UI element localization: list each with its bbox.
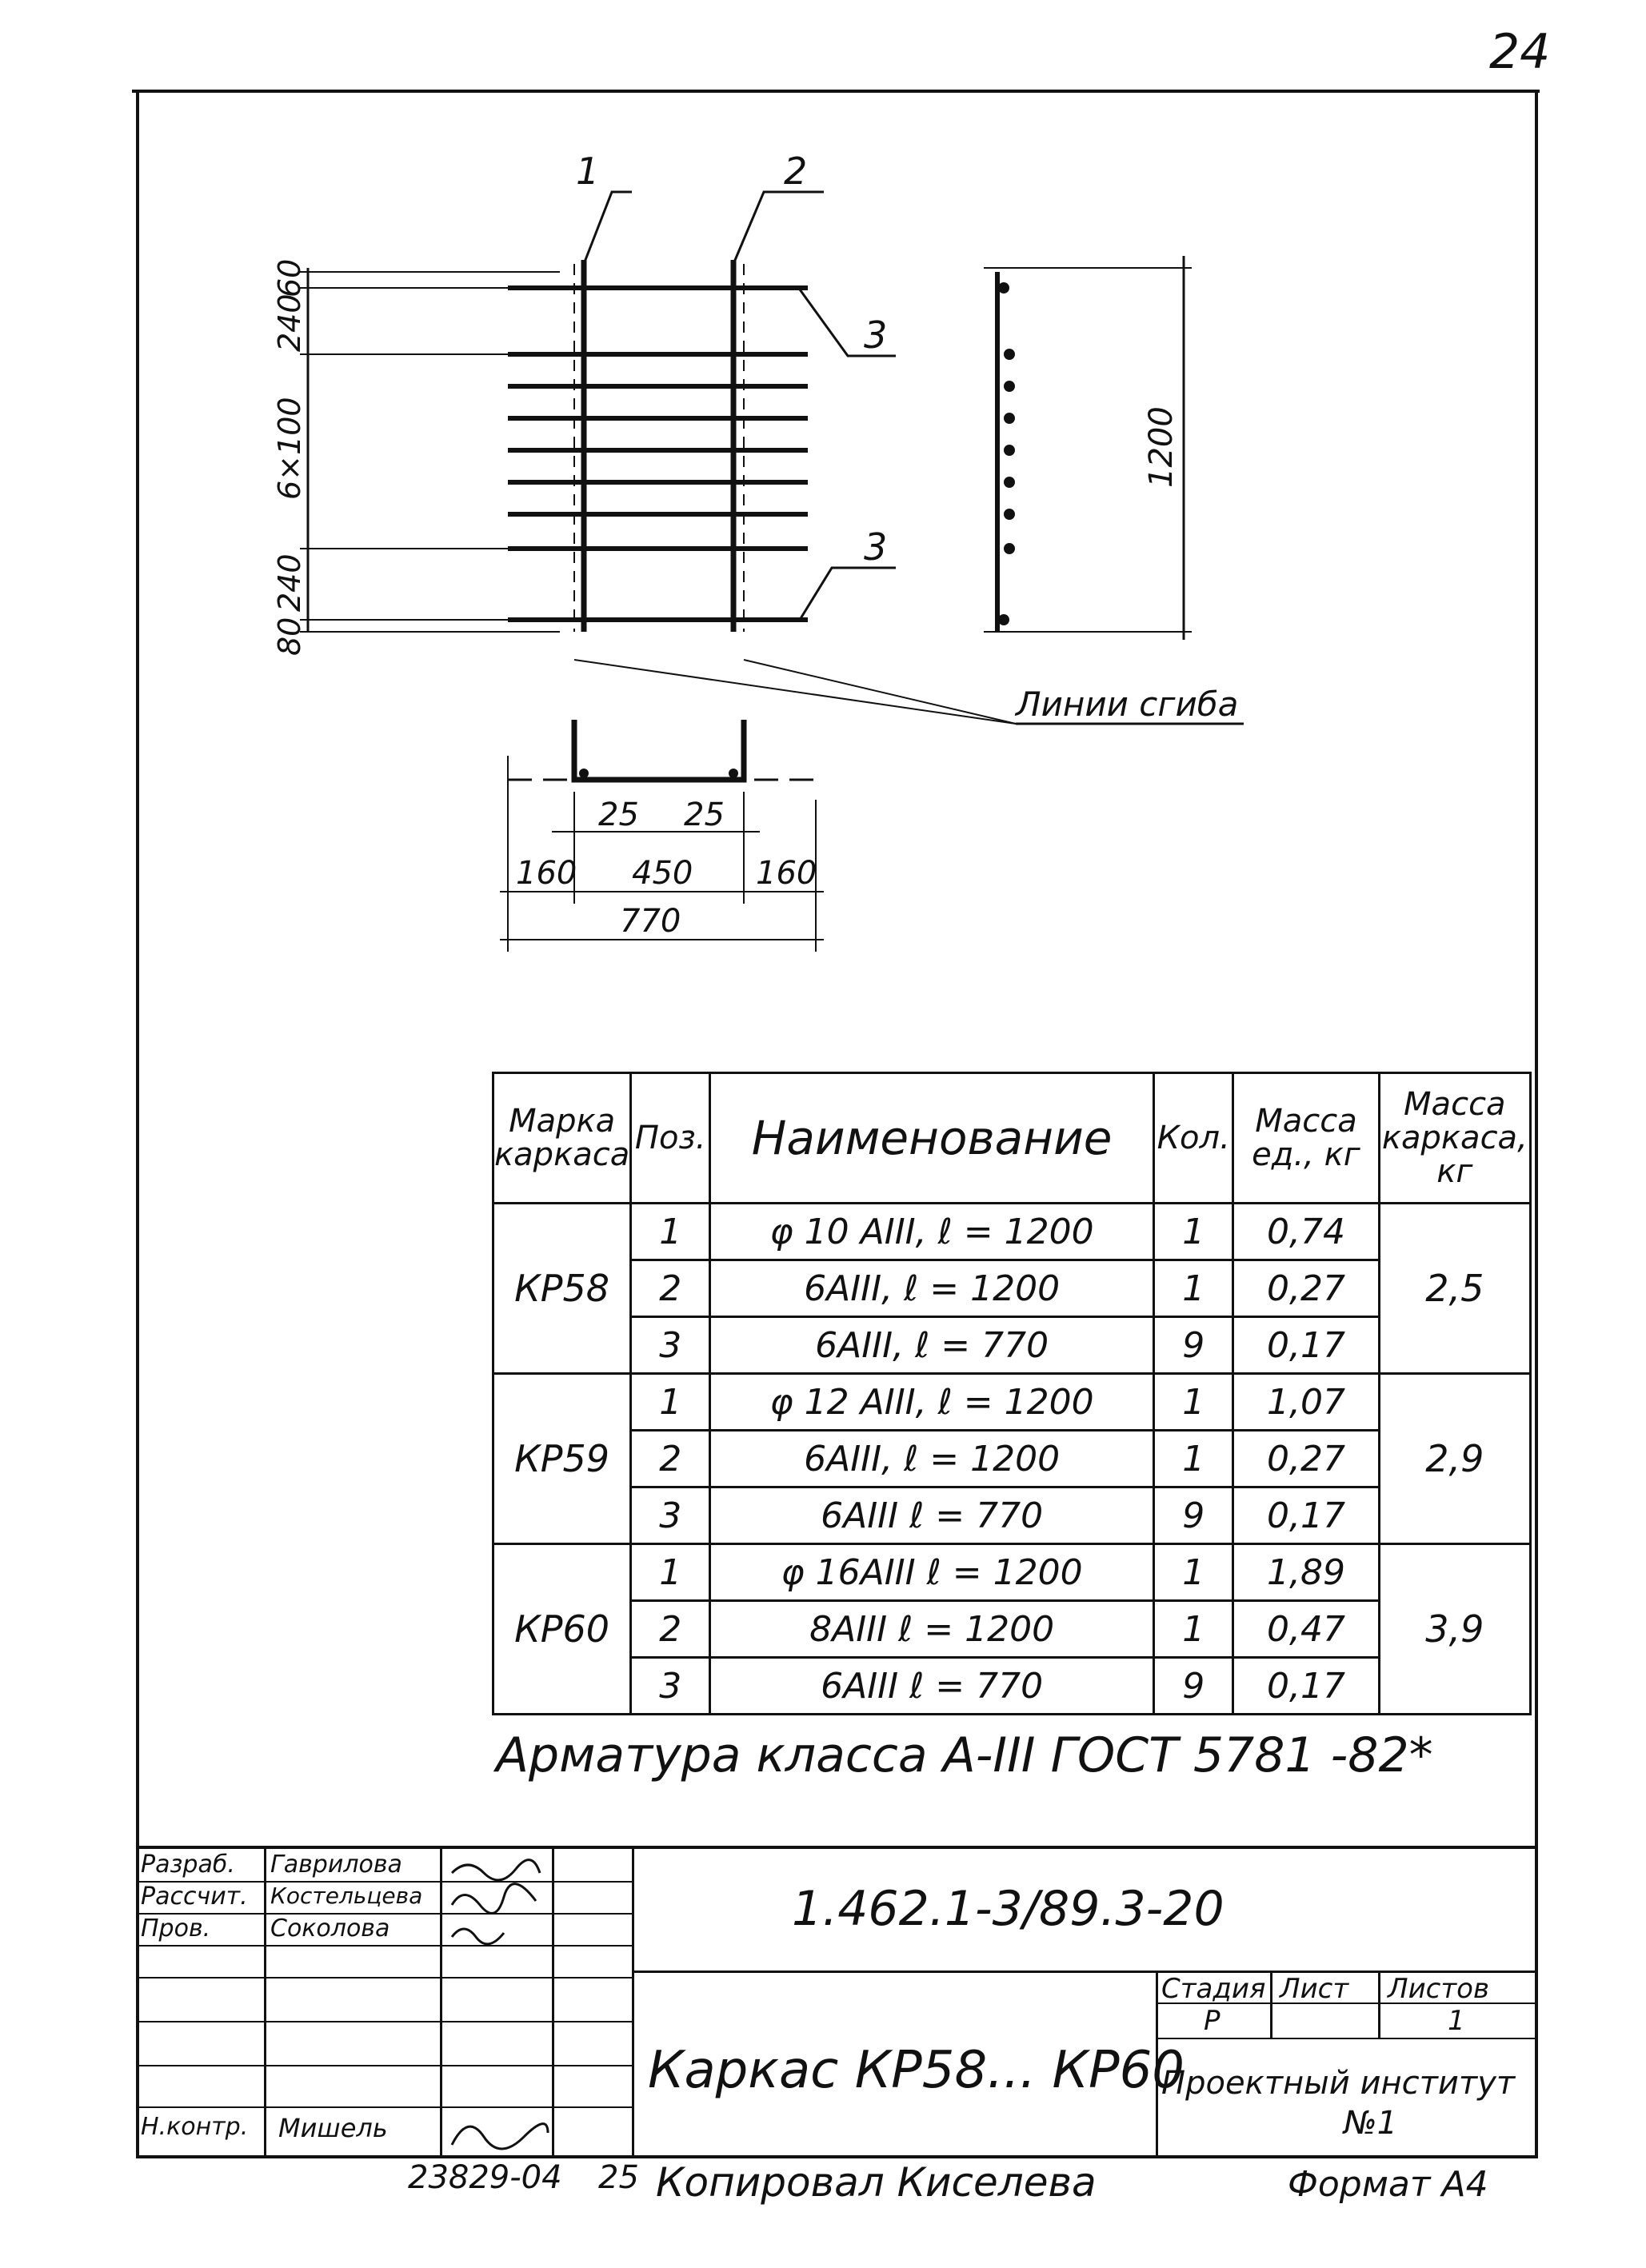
footer-num2: 25 [598, 2159, 639, 2196]
bend-lines-label: Линии сгиба [1016, 685, 1239, 724]
dim-160-left: 160 [516, 855, 577, 892]
organization-line2: №1 [1344, 2105, 1398, 2142]
name-cell: 6АIII ℓ = 770 [710, 1487, 1154, 1544]
header-mass-unit: Масса ед., кг [1233, 1073, 1379, 1204]
drawing-title: Каркас КР58... КР60 [648, 2041, 1185, 2100]
name-norm-controller: Мишель [278, 2113, 388, 2143]
table-row [493, 1317, 1531, 1374]
pos-cell: 1 [631, 1204, 710, 1260]
name-cell: 8АIII ℓ = 1200 [710, 1601, 1154, 1658]
format-label: Формат А4 [1288, 2164, 1488, 2205]
mass-cell: 0,17 [1233, 1317, 1379, 1374]
qty-cell: 1 [1154, 1544, 1233, 1601]
dim-1200: 1200 [1143, 406, 1180, 488]
pos-cell: 3 [631, 1487, 710, 1544]
pos-cell: 1 [631, 1374, 710, 1431]
dim-25-right: 25 [684, 797, 725, 833]
table-header-row [493, 1073, 1531, 1204]
table-row [493, 1374, 1531, 1431]
header-name: Наименование [710, 1073, 1154, 1204]
qty-cell: 9 [1154, 1658, 1233, 1715]
name-cell: 6АIII ℓ = 770 [710, 1658, 1154, 1715]
name-cell: 6АIII, ℓ = 1200 [710, 1431, 1154, 1487]
table-row [493, 1544, 1531, 1601]
name-cell: φ 12 АIII, ℓ = 1200 [710, 1374, 1154, 1431]
pos-cell: 2 [631, 1260, 710, 1317]
dim-240-bottom: 240 [272, 553, 307, 612]
table-row [493, 1260, 1531, 1317]
pos-cell: 3 [631, 1317, 710, 1374]
dim-60: 60 [272, 258, 307, 297]
name-checker: Соколова [270, 1915, 390, 1943]
pos-cell: 1 [631, 1544, 710, 1601]
specification-table [492, 1072, 1532, 1715]
leader-label-3a: 3 [864, 313, 888, 357]
role-developed: Разраб. [141, 1851, 235, 1879]
frame-mark: КР58 [493, 1204, 631, 1374]
organization-line1: Проектный институт [1161, 2065, 1516, 2102]
qty-cell: 1 [1154, 1260, 1233, 1317]
sheets-value: 1 [1448, 2005, 1465, 2037]
leader-label-2: 2 [784, 150, 808, 193]
qty-cell: 9 [1154, 1317, 1233, 1374]
frame-mark: КР59 [493, 1374, 631, 1544]
document-designation: 1.462.1-3/89.3-20 [792, 1881, 1225, 1937]
header-pos: Поз. [631, 1073, 710, 1204]
page-number: 24 [1489, 24, 1551, 80]
frame-mass: 3,9 [1379, 1544, 1530, 1715]
table-row [493, 1658, 1531, 1715]
frame-mass: 2,9 [1379, 1374, 1530, 1544]
table-row [493, 1601, 1531, 1658]
dim-160-right: 160 [756, 855, 817, 892]
header-qty: Кол. [1154, 1073, 1233, 1204]
mass-cell: 1,89 [1233, 1544, 1379, 1601]
transverse-bars [508, 288, 808, 620]
header-mass-frame: Масса каркаса, кг [1379, 1073, 1530, 1204]
pos-cell: 3 [631, 1658, 710, 1715]
signatures [444, 1849, 552, 2158]
role-checked: Пров. [141, 1915, 211, 1943]
mass-cell: 0,27 [1233, 1260, 1379, 1317]
dim-80: 80 [272, 617, 307, 656]
copied-by: Копировал Киселева [656, 2159, 1097, 2206]
dim-770: 770 [620, 903, 681, 940]
qty-cell: 1 [1154, 1204, 1233, 1260]
name-cell: φ 10 АIII, ℓ = 1200 [710, 1204, 1154, 1260]
title-block [136, 1846, 1535, 2158]
reinforcement-note: Арматура класса А-III ГОСТ 5781 -82* [496, 1727, 1433, 1783]
dim-25-left: 25 [598, 797, 639, 833]
pos-cell: 2 [631, 1601, 710, 1658]
leader-label-1: 1 [576, 150, 600, 193]
mass-cell: 0,74 [1233, 1204, 1379, 1260]
qty-cell: 1 [1154, 1374, 1233, 1431]
role-norm-control: Н.контр. [141, 2113, 249, 2141]
leader-label-3b: 3 [864, 525, 888, 569]
table-row [493, 1431, 1531, 1487]
qty-cell: 1 [1154, 1431, 1233, 1487]
header-mark: Марка каркаса [493, 1073, 631, 1204]
frame-mark: КР60 [493, 1544, 631, 1715]
table-row [493, 1487, 1531, 1544]
mass-cell: 1,07 [1233, 1374, 1379, 1431]
table-row [493, 1204, 1531, 1260]
dim-240-top: 240 [272, 293, 307, 352]
qty-cell: 1 [1154, 1601, 1233, 1658]
mass-cell: 0,27 [1233, 1431, 1379, 1487]
qty-cell: 9 [1154, 1487, 1233, 1544]
name-cell: 6АIII, ℓ = 1200 [710, 1260, 1154, 1317]
archive-number: 23829-04 [408, 2159, 562, 2196]
mass-cell: 0,47 [1233, 1601, 1379, 1658]
frame-mass: 2,5 [1379, 1204, 1530, 1374]
dim-450: 450 [632, 855, 693, 892]
frame-drawing [0, 0, 1646, 1040]
sheet-header: Лист [1280, 1973, 1349, 2005]
stage-value: Р [1204, 2005, 1221, 2037]
name-developer: Гаврилова [270, 1851, 402, 1879]
name-cell: φ 16АIII ℓ = 1200 [710, 1544, 1154, 1601]
dim-6x100: 6×100 [272, 397, 307, 500]
role-calculated: Рассчит. [141, 1883, 248, 1911]
mass-cell: 0,17 [1233, 1487, 1379, 1544]
stage-header: Стадия [1161, 1973, 1266, 2005]
sheets-header: Листов [1388, 1973, 1490, 2005]
name-cell: 6АIII, ℓ = 770 [710, 1317, 1154, 1374]
mass-cell: 0,17 [1233, 1658, 1379, 1715]
name-calculator: Костельцева [270, 1883, 423, 1909]
pos-cell: 2 [631, 1431, 710, 1487]
